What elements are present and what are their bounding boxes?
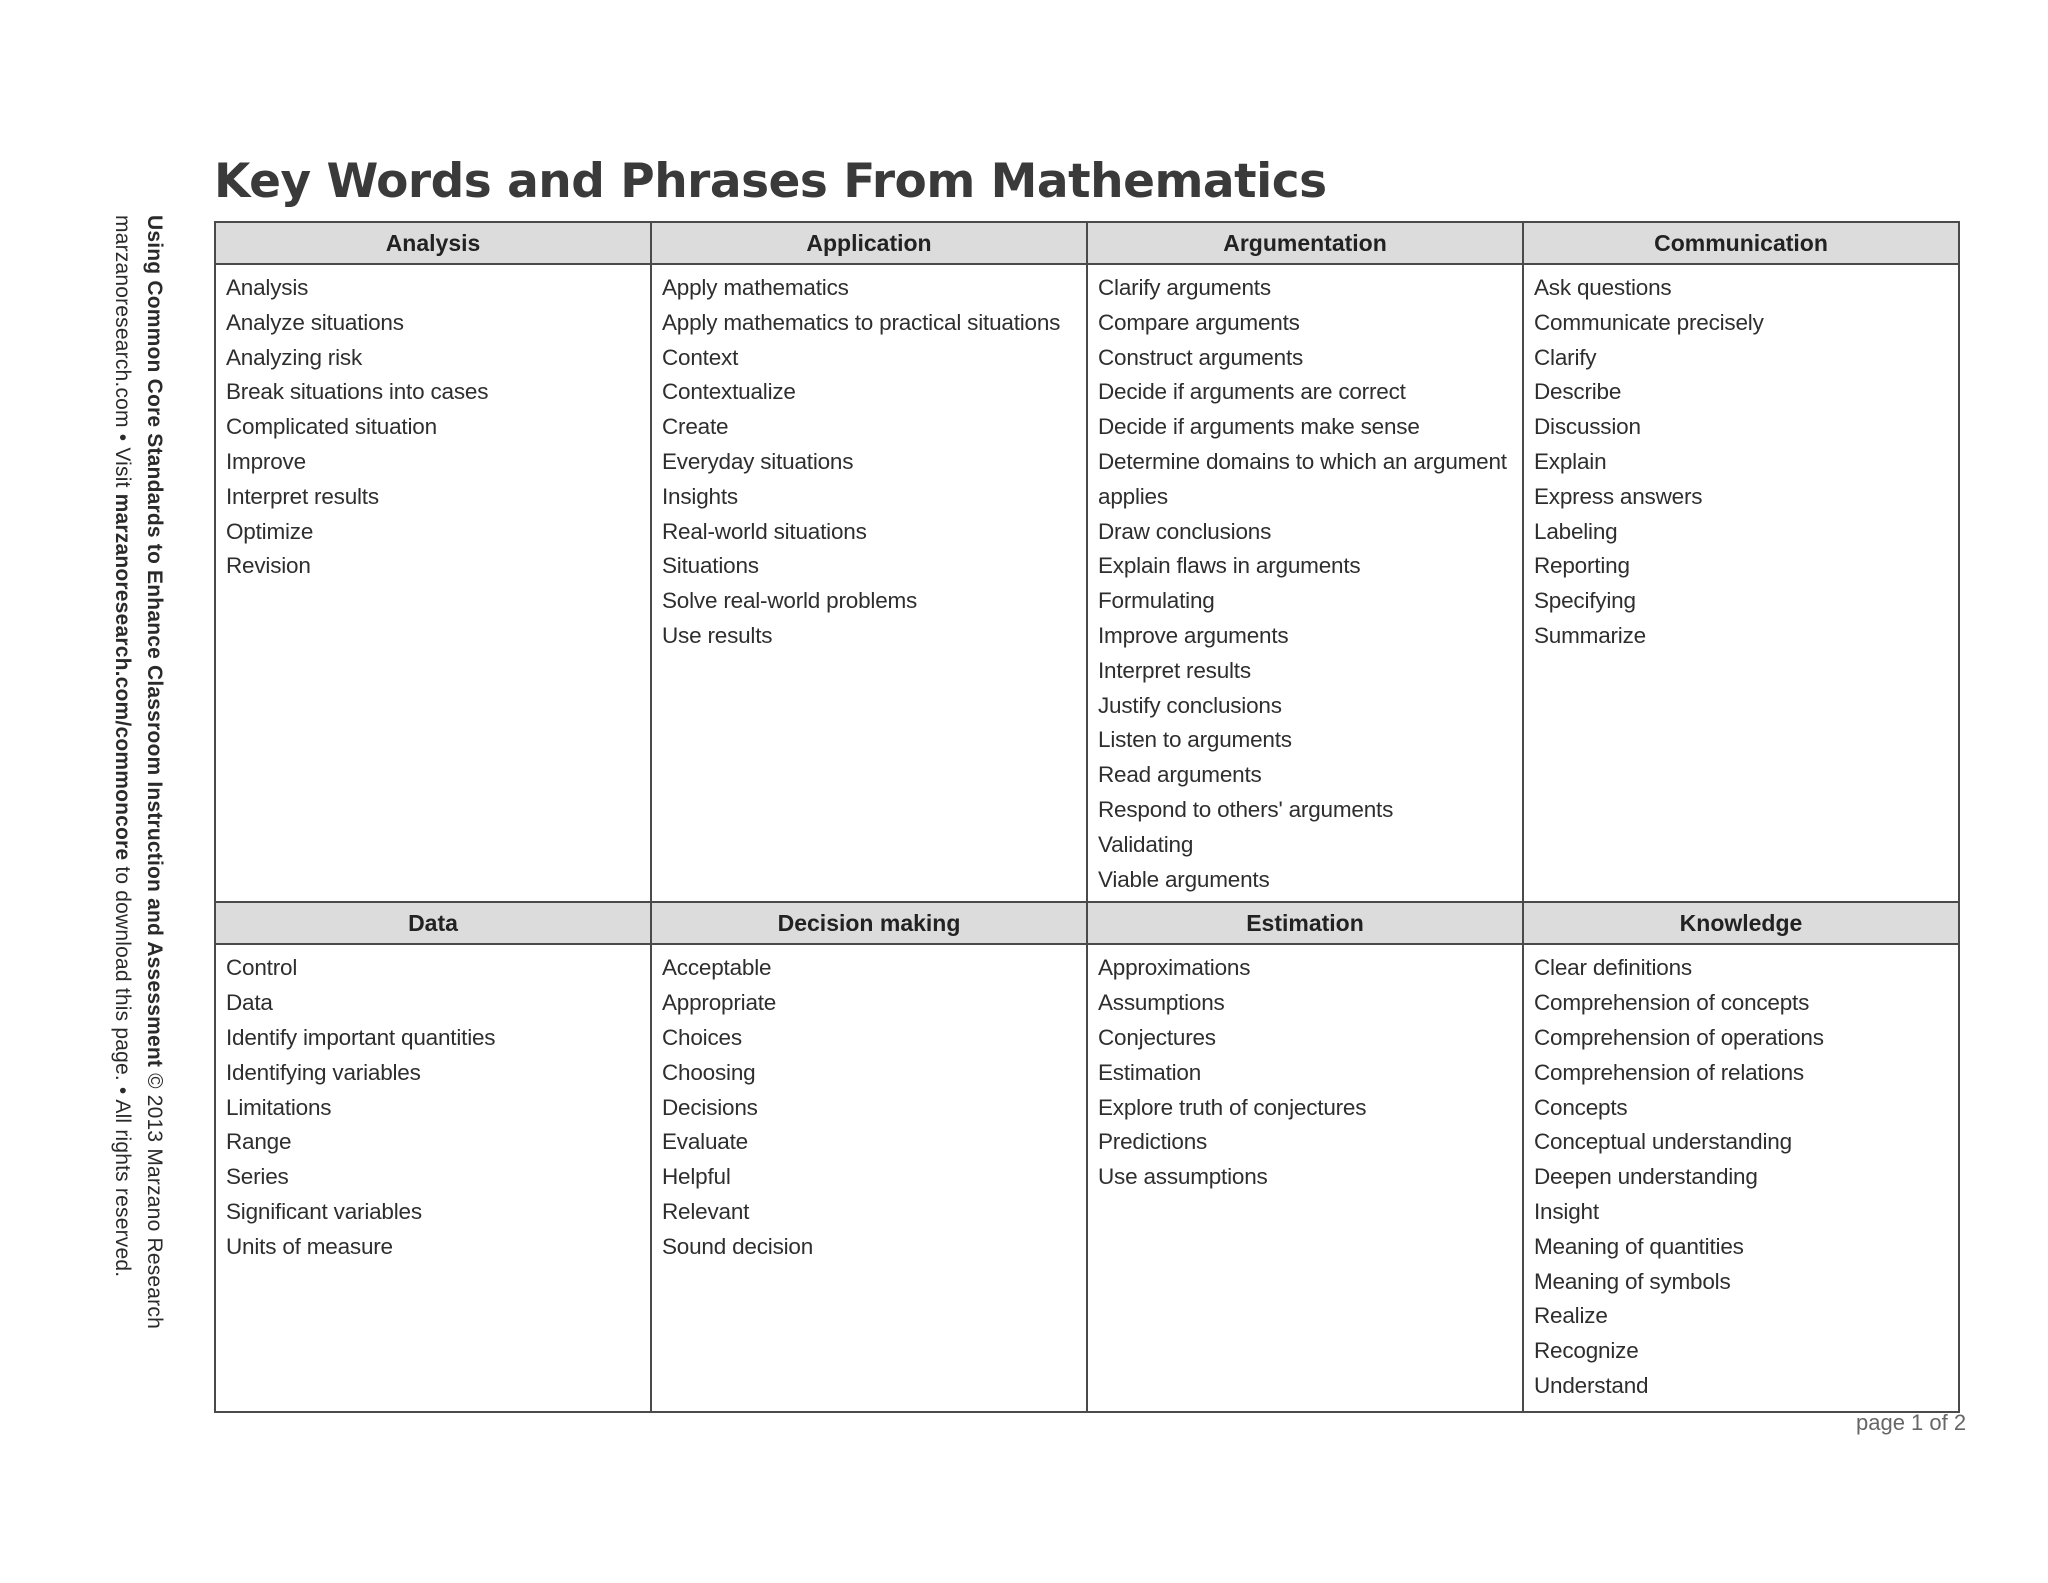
list-item: Viable arguments [1098,866,1270,892]
list-item: Explain flaws in arguments [1098,553,1361,579]
list-item: Analyzing risk [226,344,363,370]
list-item: Significant variables [226,1198,422,1224]
list-item: Compare arguments [1098,309,1300,335]
sidebar-copyright [88,215,170,1365]
list-item: Understand [1534,1372,1649,1398]
keywords-table [214,221,1960,1413]
list-item: Choices [662,1024,742,1050]
list-item: Recognize [1534,1338,1639,1364]
list-item: Labeling [1534,518,1618,544]
list-item: Use assumptions [1098,1164,1268,1190]
content-row-1 [215,264,1959,902]
list-item: Helpful [662,1164,731,1190]
header-argumentation: Argumentation [1087,222,1523,264]
list-item: Justify conclusions [1098,692,1282,718]
list-item: Summarize [1534,622,1646,648]
list-decision-making [662,951,1076,1264]
list-item: Control [226,955,298,981]
list-item: Approximations [1098,955,1251,981]
content-row-2 [215,944,1959,1412]
list-item: Listen to arguments [1098,727,1292,753]
list-item: Choosing [662,1059,756,1085]
list-item: Ask questions [1534,275,1672,300]
book-title: Using Common Core Standards to Enhance Classroom Instruction and Assessment [143,215,166,1068]
list-item: Interpret results [1098,657,1251,683]
list-item: Conceptual understanding [1534,1129,1792,1155]
copyright-notice: © 2013 Marzano Research [143,1067,166,1329]
list-item: Explore truth of conjectures [1098,1094,1367,1120]
list-item: Respond to others' arguments [1098,796,1394,822]
list-application [662,271,1076,654]
list-item: Appropriate [662,990,777,1016]
list-item: Reporting [1534,553,1630,579]
list-item: Decide if arguments are correct [1098,379,1406,405]
list-item: Complicated situation [226,414,437,440]
list-item: Analyze situations [226,309,404,335]
sidebar-line-1 [138,215,170,1365]
list-item: Discussion [1534,414,1641,440]
list-item: Deepen understanding [1534,1164,1758,1190]
page-number: page 1 of 2 [1856,1410,1967,1435]
rights-text: to download this page. • All rights reserved. [111,860,134,1278]
header-data: Data [215,902,651,944]
header-analysis: Analysis [215,222,651,264]
list-knowledge [1534,951,1948,1403]
list-item: Limitations [226,1094,332,1120]
list-item: Evaluate [662,1129,748,1155]
list-item: Specifying [1534,588,1636,614]
site-text: marzanoresearch.com • Visit [111,215,134,494]
list-item: Use results [662,622,773,648]
sidebar-copyright-text [88,215,170,1365]
list-item: Comprehension of concepts [1534,990,1810,1016]
list-item: Decide if arguments make sense [1098,414,1420,440]
header-knowledge: Knowledge [1523,902,1959,944]
list-item: Relevant [662,1198,750,1224]
list-item: Optimize [226,518,314,544]
list-item: Create [662,414,729,440]
list-item: Real-world situations [662,518,867,544]
list-argumentation [1098,271,1512,897]
list-item: Formulating [1098,588,1215,614]
header-communication: Communication [1523,222,1959,264]
list-item: Comprehension of operations [1534,1024,1824,1050]
list-item: Everyday situations [662,448,854,474]
list-item: Estimation [1098,1059,1202,1085]
list-item: Describe [1534,379,1622,405]
list-item: Draw conclusions [1098,518,1272,544]
list-item: Break situations into cases [226,379,489,405]
list-item: Apply mathematics to practical situations [662,309,1061,335]
list-item: Realize [1534,1303,1608,1329]
list-item: Sound decision [662,1233,814,1259]
cell-estimation [1087,944,1523,1412]
list-item: Explain [1534,448,1607,474]
download-link[interactable]: marzanoresearch.com/commoncore [111,493,134,861]
cell-knowledge [1523,944,1959,1412]
list-item: Situations [662,553,759,579]
header-row-2 [215,902,1959,944]
list-item: Express answers [1534,483,1703,509]
list-item: Interpret results [226,483,379,509]
list-item: Clarify arguments [1098,275,1271,300]
list-item: Clear definitions [1534,955,1692,981]
page-title: Key Words and Phrases From Mathematics [214,154,1327,209]
header-estimation: Estimation [1087,902,1523,944]
cell-application [651,264,1087,902]
list-item: Context [662,344,739,370]
header-row-1 [215,222,1959,264]
sidebar-line-2 [106,215,138,1365]
list-item: Determine domains to which an argument applies [1098,448,1507,509]
list-item: Validating [1098,831,1194,857]
list-item: Data [226,990,273,1016]
list-item: Revision [226,553,311,579]
list-estimation [1098,951,1512,1195]
list-item: Meaning of quantities [1534,1233,1744,1259]
list-item: Range [226,1129,292,1155]
list-item: Predictions [1098,1129,1208,1155]
list-item: Improve arguments [1098,622,1289,648]
list-item: Decisions [662,1094,758,1120]
list-item: Read arguments [1098,762,1262,788]
list-item: Concepts [1534,1094,1628,1120]
list-communication [1534,271,1948,654]
cell-decision-making [651,944,1087,1412]
list-item: Series [226,1164,289,1190]
list-item: Clarify [1534,344,1597,370]
list-item: Conjectures [1098,1024,1216,1050]
list-item: Improve [226,448,306,474]
list-item: Contextualize [662,379,796,405]
list-item: Units of measure [226,1233,393,1259]
list-analysis [226,271,640,584]
list-item: Construct arguments [1098,344,1304,370]
list-item: Apply mathematics [662,275,849,300]
list-item: Communicate precisely [1534,309,1764,335]
list-item: Acceptable [662,955,772,981]
list-item: Identify important quantities [226,1024,496,1050]
cell-analysis [215,264,651,902]
list-item: Identifying variables [226,1059,421,1085]
list-data [226,951,640,1264]
list-item: Analysis [226,275,309,300]
list-item: Assumptions [1098,990,1225,1016]
list-item: Meaning of symbols [1534,1268,1731,1294]
header-application: Application [651,222,1087,264]
cell-argumentation [1087,264,1523,902]
cell-communication [1523,264,1959,902]
list-item: Insight [1534,1198,1599,1224]
list-item: Solve real-world problems [662,588,918,614]
cell-data [215,944,651,1412]
header-decision-making: Decision making [651,902,1087,944]
list-item: Comprehension of relations [1534,1059,1804,1085]
list-item: Insights [662,483,738,509]
